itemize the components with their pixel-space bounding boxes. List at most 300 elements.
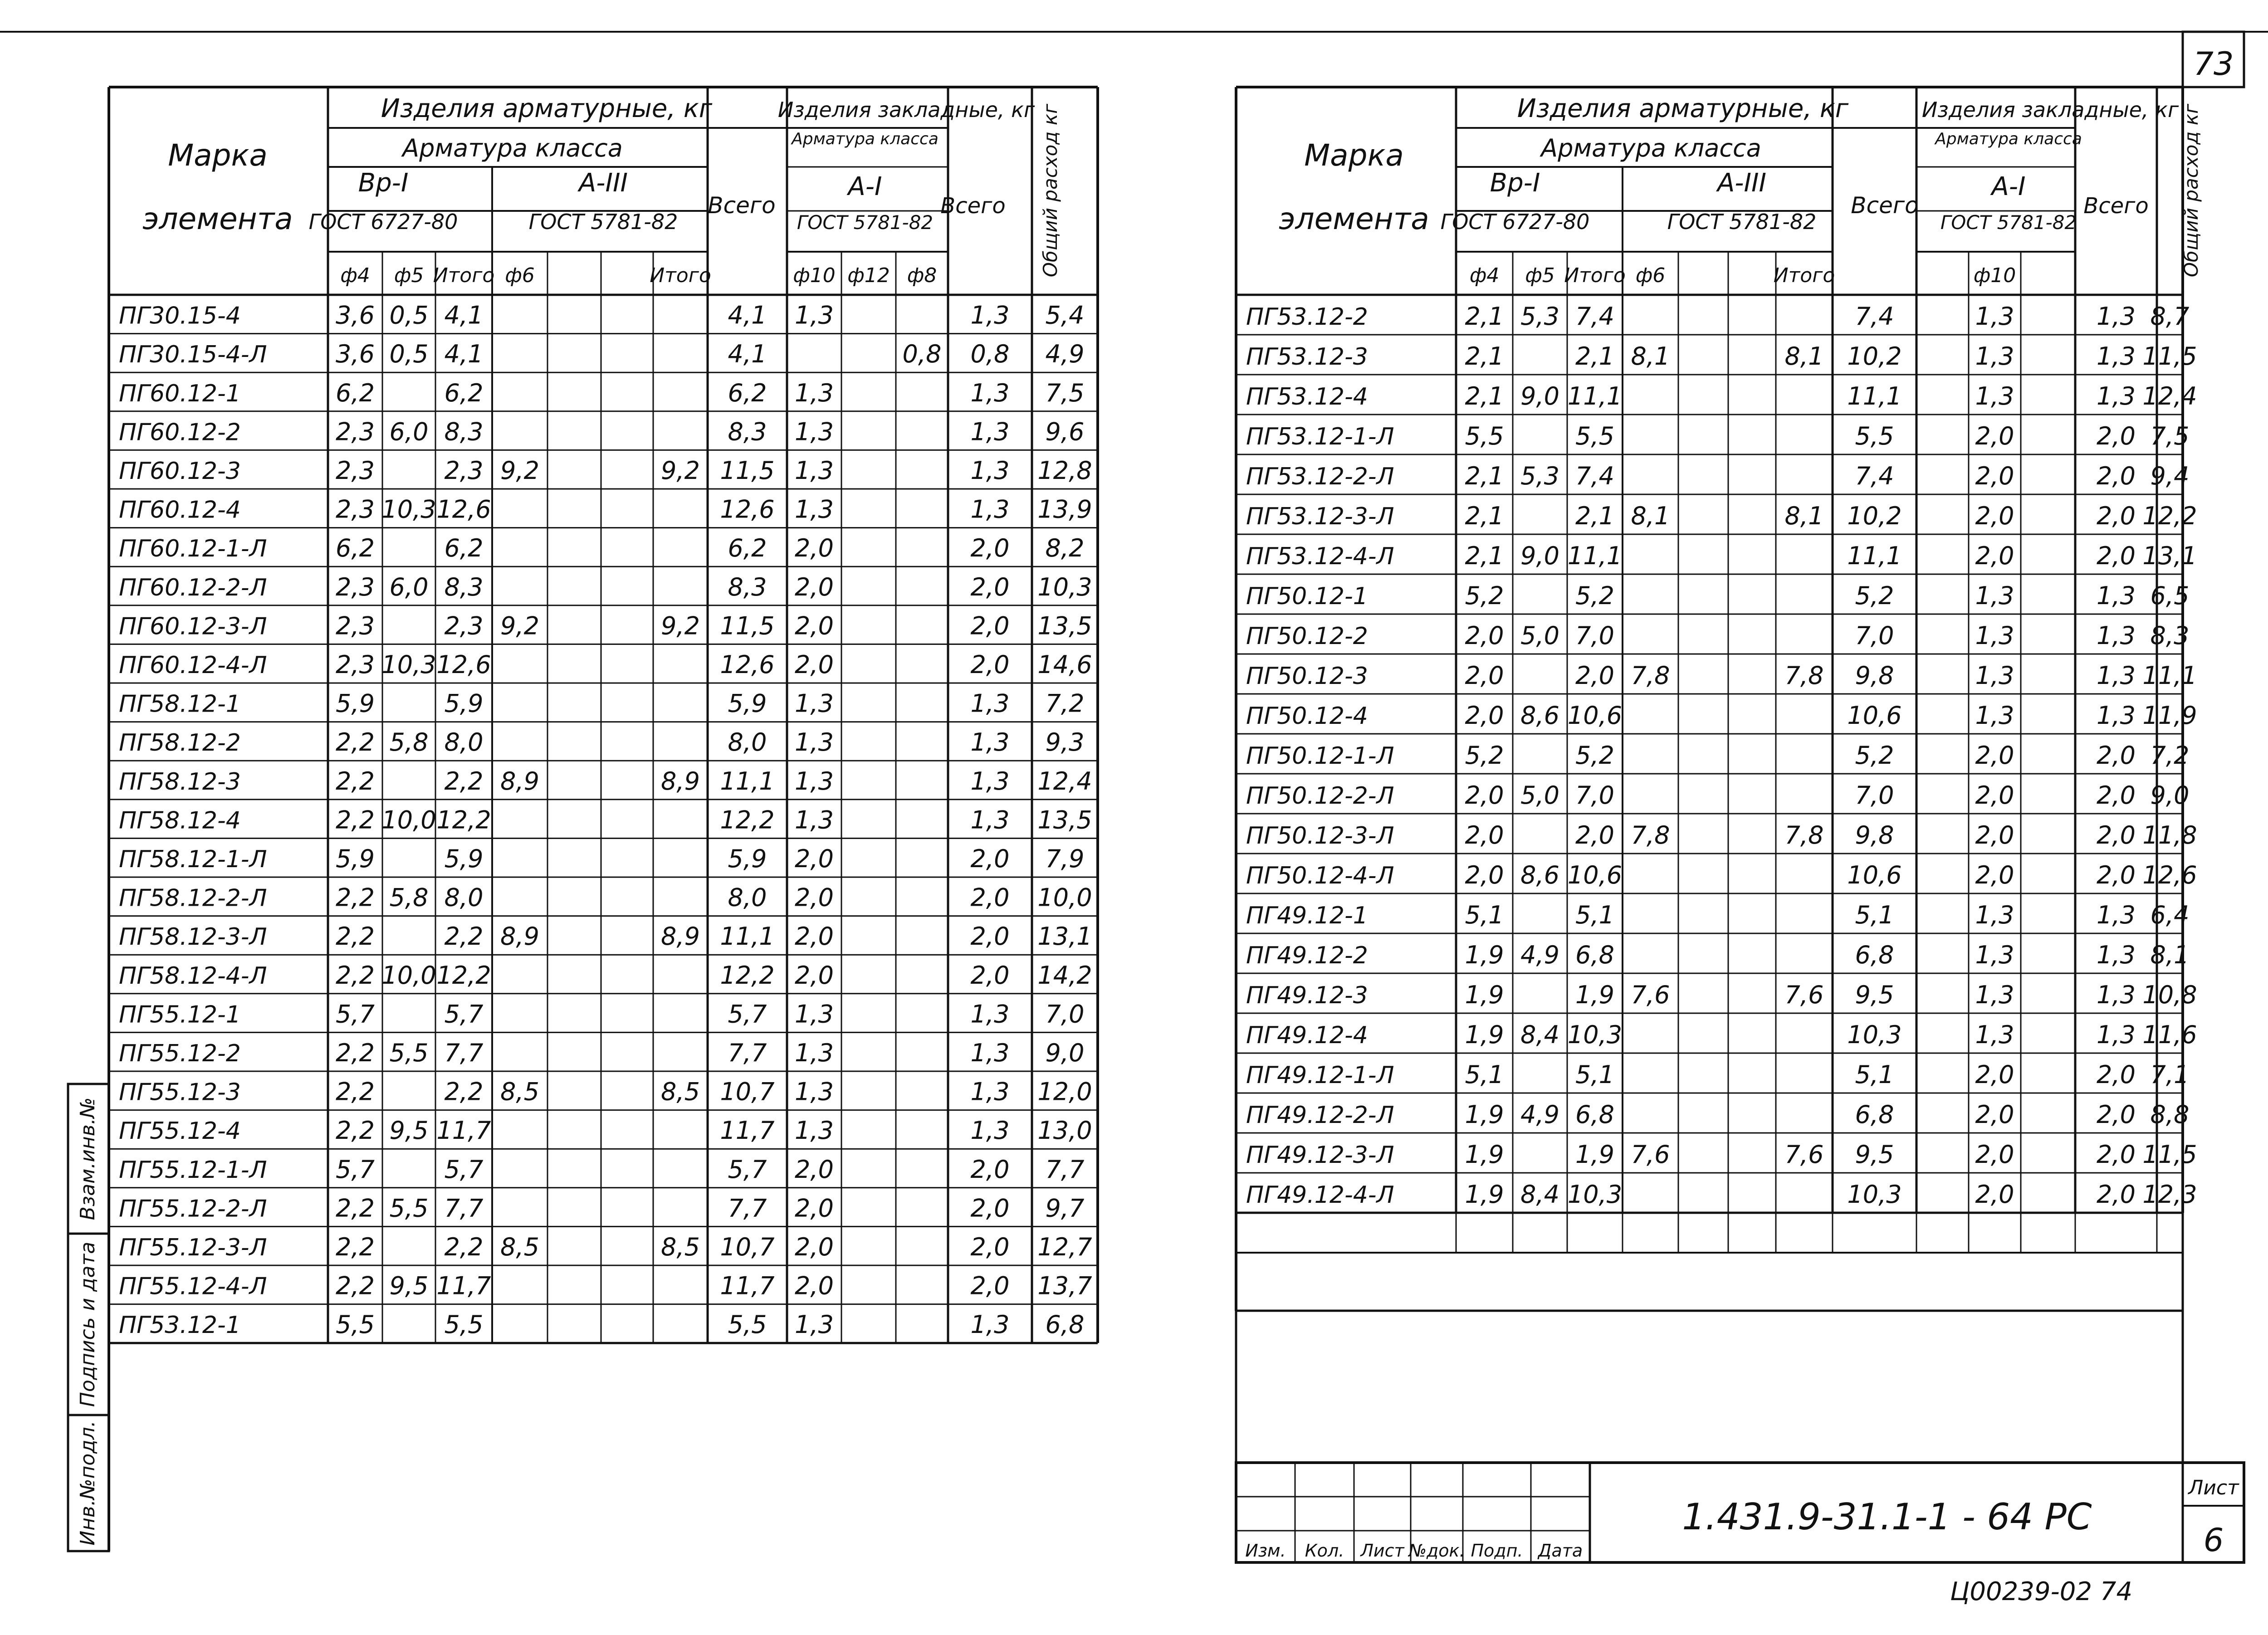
row-cell: 11,9 bbox=[2142, 701, 2197, 730]
row-cell: 2,0 bbox=[2097, 1140, 2136, 1169]
row-cell: 1,3 bbox=[795, 378, 834, 407]
row-cell: 6,2 bbox=[336, 534, 375, 563]
row-cell: 2,2 bbox=[336, 961, 375, 990]
row-cell: 2,0 bbox=[1975, 781, 2014, 810]
row-cell: 12,6 bbox=[720, 650, 775, 679]
right-embedded-class-header: Арматура класса bbox=[1935, 130, 2082, 148]
row-mark: ПГ58.12-3 bbox=[119, 768, 241, 796]
table-row bbox=[1246, 1180, 2197, 1209]
row-cell: 6,8 bbox=[1855, 1100, 1894, 1129]
row-cell: 7,0 bbox=[1575, 781, 1614, 810]
row-cell: 2,0 bbox=[2097, 1060, 2136, 1089]
row-cell: 11,5 bbox=[720, 456, 775, 485]
row-cell: 8,3 bbox=[728, 417, 767, 446]
row-mark: ПГ49.12-3 bbox=[1246, 982, 1368, 1009]
row-cell: 2,0 bbox=[1975, 861, 2014, 889]
row-cell: 1,3 bbox=[1975, 342, 2014, 371]
row-cell: 1,3 bbox=[795, 1310, 834, 1339]
row-cell: 11,1 bbox=[720, 922, 775, 951]
row-mark: ПГ60.12-4 bbox=[119, 496, 241, 524]
row-cell: 4,1 bbox=[728, 340, 767, 369]
left-class1-header: Вр-I bbox=[358, 168, 409, 198]
row-cell: 2,0 bbox=[970, 534, 1010, 563]
row-cell: 2,0 bbox=[1975, 741, 2014, 770]
row-cell: 9,8 bbox=[1855, 661, 1894, 690]
row-cell: 2,0 bbox=[2097, 1180, 2136, 1209]
row-cell: 4,1 bbox=[444, 340, 484, 369]
row-cell: 9,2 bbox=[661, 611, 700, 640]
table-row bbox=[119, 961, 1092, 990]
table-row bbox=[1246, 581, 2189, 610]
row-cell: 5,9 bbox=[444, 689, 484, 718]
title-block-label: Кол. bbox=[1305, 1541, 1344, 1561]
right-class2-gost: ГОСТ 5781-82 bbox=[1667, 210, 1817, 234]
row-cell: 2,0 bbox=[795, 1194, 834, 1223]
row-cell: 2,0 bbox=[1465, 861, 1504, 889]
row-cell: 1,3 bbox=[795, 495, 834, 524]
left-embedded-class-header: Арматура класса bbox=[792, 130, 938, 148]
row-cell: 12,2 bbox=[436, 961, 491, 990]
row-cell: 1,3 bbox=[970, 1116, 1010, 1145]
row-cell: 1,9 bbox=[1465, 941, 1504, 969]
row-cell: 5,2 bbox=[1855, 741, 1894, 770]
row-cell: 2,0 bbox=[1975, 1180, 2014, 1209]
row-cell: 1,3 bbox=[1975, 382, 2014, 410]
right-class1-header: Вр-I bbox=[1490, 168, 1540, 198]
row-cell: 13,9 bbox=[1037, 495, 1092, 524]
left-class3-header: А-I bbox=[848, 172, 882, 201]
row-cell: 7,7 bbox=[728, 1194, 767, 1223]
row-cell: 2,2 bbox=[444, 922, 484, 951]
table-row bbox=[119, 1078, 1092, 1106]
row-mark: ПГ53.12-4-Л bbox=[1246, 543, 1394, 570]
row-cell: 5,5 bbox=[444, 1310, 484, 1339]
row-cell: 1,3 bbox=[795, 456, 834, 485]
right-mark-header-2: элемента bbox=[1279, 201, 1429, 236]
row-cell: 5,1 bbox=[1855, 1060, 1894, 1089]
row-mark: ПГ49.12-4-Л bbox=[1246, 1181, 1394, 1209]
row-cell: 5,7 bbox=[728, 1000, 767, 1029]
row-cell: 2,2 bbox=[444, 766, 484, 796]
left-mark-header-2: элемента bbox=[142, 201, 293, 236]
row-cell: 1,3 bbox=[2097, 302, 2136, 331]
row-cell: 2,0 bbox=[1975, 542, 2014, 570]
row-mark: ПГ55.12-3 bbox=[119, 1079, 241, 1106]
row-cell: 1,3 bbox=[2097, 661, 2136, 690]
row-mark: ПГ53.12-1 bbox=[119, 1312, 241, 1339]
table-row bbox=[1246, 821, 2197, 849]
row-cell: 2,0 bbox=[1465, 701, 1504, 730]
row-cell: 1,3 bbox=[970, 805, 1010, 835]
right-embedded-group-header: Изделия закладные, кг bbox=[1921, 98, 2179, 122]
row-cell: 1,9 bbox=[1465, 1020, 1504, 1049]
right-armature-class-header: Арматура класса bbox=[1541, 134, 1761, 162]
row-mark: ПГ50.12-3-Л bbox=[1246, 822, 1394, 849]
row-cell: 9,0 bbox=[1045, 1039, 1085, 1067]
table-row bbox=[1246, 542, 2197, 570]
row-mark: ПГ50.12-1-Л bbox=[1246, 742, 1394, 770]
right-spec-table bbox=[1236, 87, 2202, 1311]
row-cell: 9,5 bbox=[1855, 981, 1894, 1009]
row-mark: ПГ58.12-1-Л bbox=[119, 846, 267, 873]
row-cell: 5,9 bbox=[336, 844, 375, 873]
row-cell: 9,7 bbox=[1045, 1194, 1085, 1223]
table-row bbox=[119, 495, 1092, 524]
row-cell: 2,0 bbox=[970, 922, 1010, 951]
row-cell: 1,3 bbox=[1975, 941, 2014, 969]
row-cell: 11,1 bbox=[1847, 542, 1902, 570]
row-cell: 2,2 bbox=[336, 728, 375, 757]
table-row bbox=[1246, 741, 2189, 770]
row-mark: ПГ55.12-4 bbox=[119, 1118, 241, 1145]
row-cell: 5,2 bbox=[1575, 581, 1614, 610]
table-row bbox=[119, 573, 1092, 601]
row-cell: 2,0 bbox=[795, 611, 834, 640]
row-cell: 2,0 bbox=[2097, 741, 2136, 770]
row-cell: 9,8 bbox=[1855, 821, 1894, 849]
row-cell: 12,2 bbox=[720, 805, 775, 835]
row-mark: ПГ58.12-4-Л bbox=[119, 962, 267, 990]
row-mark: ПГ55.12-1-Л bbox=[119, 1156, 267, 1184]
row-cell: 2,0 bbox=[795, 883, 834, 912]
row-cell: 2,3 bbox=[336, 417, 375, 446]
row-cell: 11,5 bbox=[2142, 342, 2197, 371]
row-cell: 1,9 bbox=[1465, 981, 1504, 1009]
row-cell: 2,3 bbox=[336, 572, 375, 601]
row-cell: 1,3 bbox=[1975, 621, 2014, 650]
left-total-header: Всего bbox=[708, 192, 776, 219]
row-cell: 11,1 bbox=[2142, 661, 2197, 690]
right_table-subheader-2: ф5 bbox=[1525, 264, 1555, 287]
row-cell: 8,3 bbox=[2150, 621, 2190, 650]
side-stamp-replace-label: Взам.инв.№ bbox=[76, 1097, 99, 1220]
row-cell: 7,0 bbox=[1855, 621, 1894, 650]
right_table-subheader-10: ф10 bbox=[1973, 264, 2016, 287]
row-cell: 10,2 bbox=[1847, 342, 1902, 371]
row-cell: 1,3 bbox=[2097, 342, 2136, 371]
row-cell: 2,0 bbox=[970, 1194, 1010, 1223]
row-cell: 2,0 bbox=[970, 883, 1010, 912]
left-embedded-group-header: Изделия закладные, кг bbox=[777, 98, 1035, 122]
title-block-label: №док. bbox=[1408, 1541, 1465, 1561]
row-cell: 8,0 bbox=[728, 728, 767, 757]
row-cell: 10,8 bbox=[2142, 981, 2197, 1009]
row-cell: 1,3 bbox=[970, 689, 1010, 718]
row-cell: 1,3 bbox=[795, 1116, 834, 1145]
row-cell: 10,0 bbox=[381, 961, 436, 990]
row-cell: 7,8 bbox=[1784, 821, 1824, 849]
row-mark: ПГ53.12-3-Л bbox=[1246, 503, 1394, 530]
right-overall-header: Общий расход кг bbox=[2180, 103, 2202, 278]
row-cell: 12,2 bbox=[436, 805, 491, 835]
row-cell: 8,9 bbox=[661, 922, 700, 951]
row-cell: 10,7 bbox=[720, 1077, 775, 1106]
table-row bbox=[1246, 1140, 2197, 1169]
row-cell: 10,3 bbox=[1567, 1020, 1623, 1049]
table-row bbox=[1246, 342, 2197, 371]
row-cell: 5,0 bbox=[1520, 621, 1559, 650]
row-mark: ПГ49.12-1 bbox=[1246, 902, 1368, 929]
row-mark: ПГ60.12-1 bbox=[119, 380, 241, 407]
row-cell: 8,9 bbox=[500, 766, 539, 796]
row-cell: 7,0 bbox=[1045, 1000, 1085, 1029]
row-cell: 6,0 bbox=[389, 572, 429, 601]
row-cell: 5,5 bbox=[1855, 422, 1894, 450]
row-cell: 2,0 bbox=[2097, 781, 2136, 810]
row-cell: 0,5 bbox=[389, 301, 429, 330]
row-cell: 8,3 bbox=[444, 417, 484, 446]
row-mark: ПГ50.12-4 bbox=[1246, 703, 1368, 730]
row-cell: 2,3 bbox=[444, 456, 484, 485]
row-cell: 1,3 bbox=[1975, 581, 2014, 610]
side-stamp-inv-label: Инв.№подл. bbox=[76, 1420, 99, 1546]
table-row bbox=[1246, 861, 2197, 889]
row-cell: 10,0 bbox=[1037, 883, 1092, 912]
row-cell: 12,3 bbox=[2142, 1180, 2197, 1209]
row-cell: 2,3 bbox=[444, 611, 484, 640]
sheet-number: 6 bbox=[2203, 1522, 2224, 1559]
table-row bbox=[119, 883, 1092, 912]
row-cell: 2,1 bbox=[1465, 382, 1504, 410]
row-cell: 5,8 bbox=[389, 728, 429, 757]
row-mark: ПГ53.12-3 bbox=[1246, 343, 1368, 371]
row-mark: ПГ55.12-4-Л bbox=[119, 1273, 267, 1300]
row-cell: 2,3 bbox=[336, 456, 375, 485]
row-cell: 2,0 bbox=[970, 611, 1010, 640]
row-mark: ПГ50.12-4-Л bbox=[1246, 862, 1394, 889]
left_table-subheader-4: ф6 bbox=[505, 264, 535, 287]
row-cell: 2,1 bbox=[1465, 302, 1504, 331]
row-cell: 1,3 bbox=[795, 766, 834, 796]
row-mark: ПГ53.12-2 bbox=[1246, 303, 1368, 331]
row-cell: 1,3 bbox=[2097, 981, 2136, 1009]
table-row bbox=[1246, 941, 2189, 969]
row-cell: 1,3 bbox=[970, 301, 1010, 330]
row-cell: 5,9 bbox=[728, 689, 767, 718]
row-cell: 8,9 bbox=[500, 922, 539, 951]
row-cell: 7,5 bbox=[2150, 422, 2190, 450]
row-cell: 13,1 bbox=[1037, 922, 1092, 951]
row-mark: ПГ60.12-2 bbox=[119, 419, 241, 446]
table-row bbox=[119, 456, 1092, 485]
row-cell: 12,0 bbox=[1037, 1077, 1092, 1106]
row-cell: 2,1 bbox=[1465, 542, 1504, 570]
row-cell: 10,6 bbox=[1847, 701, 1902, 730]
row-cell: 8,5 bbox=[661, 1077, 700, 1106]
row-cell: 1,3 bbox=[795, 1000, 834, 1029]
row-mark: ПГ53.12-4 bbox=[1246, 383, 1368, 410]
row-cell: 2,0 bbox=[1575, 821, 1614, 849]
row-cell: 1,3 bbox=[1975, 1020, 2014, 1049]
row-cell: 5,2 bbox=[1855, 581, 1894, 610]
title-block-label: Лист bbox=[1360, 1541, 1404, 1561]
row-cell: 2,2 bbox=[336, 805, 375, 835]
row-cell: 7,8 bbox=[1631, 661, 1670, 690]
row-cell: 8,3 bbox=[728, 572, 767, 601]
row-cell: 6,2 bbox=[728, 378, 767, 407]
row-cell: 1,3 bbox=[795, 1077, 834, 1106]
row-cell: 10,3 bbox=[1847, 1180, 1902, 1209]
row-cell: 3,6 bbox=[336, 340, 375, 369]
row-cell: 4,9 bbox=[1520, 941, 1559, 969]
row-cell: 2,2 bbox=[336, 1233, 375, 1261]
row-cell: 6,8 bbox=[1855, 941, 1894, 969]
bottom-inventory-note: Ц00239-02 74 bbox=[1950, 1577, 2133, 1606]
table-row bbox=[119, 1116, 1092, 1145]
row-cell: 2,0 bbox=[1465, 661, 1504, 690]
right_table-subheader-4: ф6 bbox=[1635, 264, 1666, 287]
row-cell: 5,4 bbox=[1045, 301, 1085, 330]
row-cell: 1,3 bbox=[795, 689, 834, 718]
row-cell: 0,5 bbox=[389, 340, 429, 369]
row-cell: 1,3 bbox=[970, 456, 1010, 485]
table-row bbox=[1246, 1060, 2189, 1089]
row-cell: 5,5 bbox=[1465, 422, 1504, 450]
row-mark: ПГ50.12-2 bbox=[1246, 623, 1368, 650]
table-row bbox=[1246, 462, 2189, 490]
row-cell: 2,2 bbox=[336, 1271, 375, 1300]
row-cell: 2,0 bbox=[1975, 502, 2014, 530]
row-cell: 1,9 bbox=[1465, 1140, 1504, 1169]
row-cell: 1,9 bbox=[1465, 1100, 1504, 1129]
row-cell: 2,2 bbox=[336, 922, 375, 951]
row-cell: 2,0 bbox=[2097, 502, 2136, 530]
row-cell: 5,1 bbox=[1575, 901, 1614, 929]
row-mark: ПГ58.12-1 bbox=[119, 690, 241, 718]
row-cell: 13,1 bbox=[2142, 542, 2197, 570]
row-cell: 2,0 bbox=[970, 844, 1010, 873]
left-spec-table bbox=[109, 87, 1098, 1551]
row-cell: 5,7 bbox=[444, 1155, 484, 1184]
row-cell: 8,6 bbox=[1520, 861, 1559, 889]
right-total-header: Всего bbox=[1851, 192, 1919, 219]
row-cell: 7,9 bbox=[1045, 844, 1085, 873]
row-cell: 2,0 bbox=[2097, 861, 2136, 889]
row-cell: 8,1 bbox=[1631, 342, 1670, 371]
title-block bbox=[1236, 1311, 2244, 1562]
row-mark: ПГ49.12-2 bbox=[1246, 942, 1368, 969]
row-cell: 7,7 bbox=[1045, 1155, 1085, 1184]
row-cell: 10,6 bbox=[1567, 861, 1623, 889]
row-mark: ПГ53.12-2-Л bbox=[1246, 463, 1394, 490]
row-cell: 7,6 bbox=[1631, 981, 1670, 1009]
row-cell: 14,6 bbox=[1037, 650, 1092, 679]
row-cell: 12,4 bbox=[1037, 766, 1092, 796]
row-cell: 8,0 bbox=[728, 883, 767, 912]
row-cell: 12,2 bbox=[2142, 502, 2197, 530]
row-cell: 11,5 bbox=[2142, 1140, 2197, 1169]
row-cell: 5,1 bbox=[1855, 901, 1894, 929]
row-cell: 1,3 bbox=[970, 495, 1010, 524]
left-class1-gost: ГОСТ 6727-80 bbox=[308, 210, 458, 234]
row-cell: 2,0 bbox=[795, 1233, 834, 1261]
row-cell: 7,4 bbox=[1575, 462, 1614, 490]
row-cell: 7,4 bbox=[1855, 462, 1894, 490]
row-cell: 2,1 bbox=[1575, 342, 1614, 371]
row-cell: 12,6 bbox=[2142, 861, 2197, 889]
row-cell: 7,5 bbox=[1045, 378, 1085, 407]
table-row bbox=[1246, 661, 2197, 690]
table-row bbox=[119, 650, 1092, 679]
row-cell: 5,1 bbox=[1575, 1060, 1614, 1089]
row-cell: 1,3 bbox=[795, 301, 834, 330]
table-row bbox=[119, 611, 1092, 640]
row-cell: 2,0 bbox=[970, 1155, 1010, 1184]
row-cell: 10,3 bbox=[1037, 572, 1092, 601]
table-row bbox=[1246, 701, 2197, 730]
row-cell: 4,9 bbox=[1520, 1100, 1559, 1129]
right_table-subheader-3: Итого bbox=[1564, 264, 1626, 287]
table-row bbox=[1246, 382, 2197, 410]
row-mark: ПГ49.12-2-Л bbox=[1246, 1102, 1394, 1129]
row-cell: 5,7 bbox=[728, 1155, 767, 1184]
row-cell: 5,1 bbox=[1465, 1060, 1504, 1089]
row-cell: 8,1 bbox=[2150, 941, 2190, 969]
row-mark: ПГ55.12-3-Л bbox=[119, 1234, 267, 1261]
row-cell: 7,2 bbox=[1045, 689, 1085, 718]
row-cell: 2,0 bbox=[1975, 462, 2014, 490]
row-cell: 5,7 bbox=[336, 1155, 375, 1184]
row-cell: 1,3 bbox=[2097, 621, 2136, 650]
row-cell: 8,4 bbox=[1520, 1180, 1559, 1209]
row-cell: 2,0 bbox=[1975, 1100, 2014, 1129]
table-row bbox=[119, 1272, 1092, 1300]
row-cell: 1,9 bbox=[1575, 1140, 1614, 1169]
row-cell: 9,2 bbox=[500, 456, 539, 485]
row-cell: 5,7 bbox=[444, 1000, 484, 1029]
left_table-subheader-3: Итого bbox=[433, 264, 495, 287]
left-overall-header: Общий расход кг bbox=[1039, 103, 1061, 278]
row-cell: 1,3 bbox=[1975, 901, 2014, 929]
row-cell: 5,5 bbox=[389, 1194, 429, 1223]
row-mark: ПГ58.12-3-Л bbox=[119, 923, 267, 951]
row-cell: 2,0 bbox=[2097, 1100, 2136, 1129]
row-cell: 6,4 bbox=[2150, 901, 2190, 929]
row-cell: 2,0 bbox=[1975, 1140, 2014, 1169]
title-block-label: Изм. bbox=[1245, 1541, 1286, 1561]
row-cell: 6,2 bbox=[336, 378, 375, 407]
table-row bbox=[119, 767, 1092, 796]
row-cell: 2,0 bbox=[795, 572, 834, 601]
right-class1-gost: ГОСТ 6727-80 bbox=[1440, 210, 1590, 234]
table-row bbox=[1246, 981, 2197, 1009]
row-cell: 11,1 bbox=[1567, 382, 1623, 410]
row-cell: 10,6 bbox=[1847, 861, 1902, 889]
row-cell: 1,3 bbox=[2097, 382, 2136, 410]
row-cell: 3,6 bbox=[336, 301, 375, 330]
row-cell: 2,0 bbox=[795, 961, 834, 990]
row-cell: 5,2 bbox=[1575, 741, 1614, 770]
page-number: 73 bbox=[2193, 45, 2234, 83]
row-cell: 2,0 bbox=[2097, 422, 2136, 450]
row-cell: 1,3 bbox=[795, 728, 834, 757]
row-cell: 7,7 bbox=[444, 1194, 484, 1223]
row-cell: 5,9 bbox=[444, 844, 484, 873]
row-mark: ПГ60.12-4-Л bbox=[119, 652, 267, 679]
row-cell: 5,2 bbox=[1465, 581, 1504, 610]
left-mark-header-1: Марка bbox=[168, 138, 268, 173]
row-mark: ПГ49.12-3-Л bbox=[1246, 1142, 1394, 1169]
row-cell: 5,5 bbox=[1575, 422, 1614, 450]
row-cell: 5,8 bbox=[389, 883, 429, 912]
row-cell: 6,0 bbox=[389, 417, 429, 446]
document-code: 1.431.9-31.1-1 - 64 РС bbox=[1682, 1496, 2092, 1538]
row-cell: 5,0 bbox=[1520, 781, 1559, 810]
row-cell: 2,3 bbox=[336, 650, 375, 679]
right_table-subheader-7: Итого bbox=[1773, 264, 1835, 287]
row-cell: 1,3 bbox=[2097, 941, 2136, 969]
row-cell: 2,0 bbox=[2097, 542, 2136, 570]
